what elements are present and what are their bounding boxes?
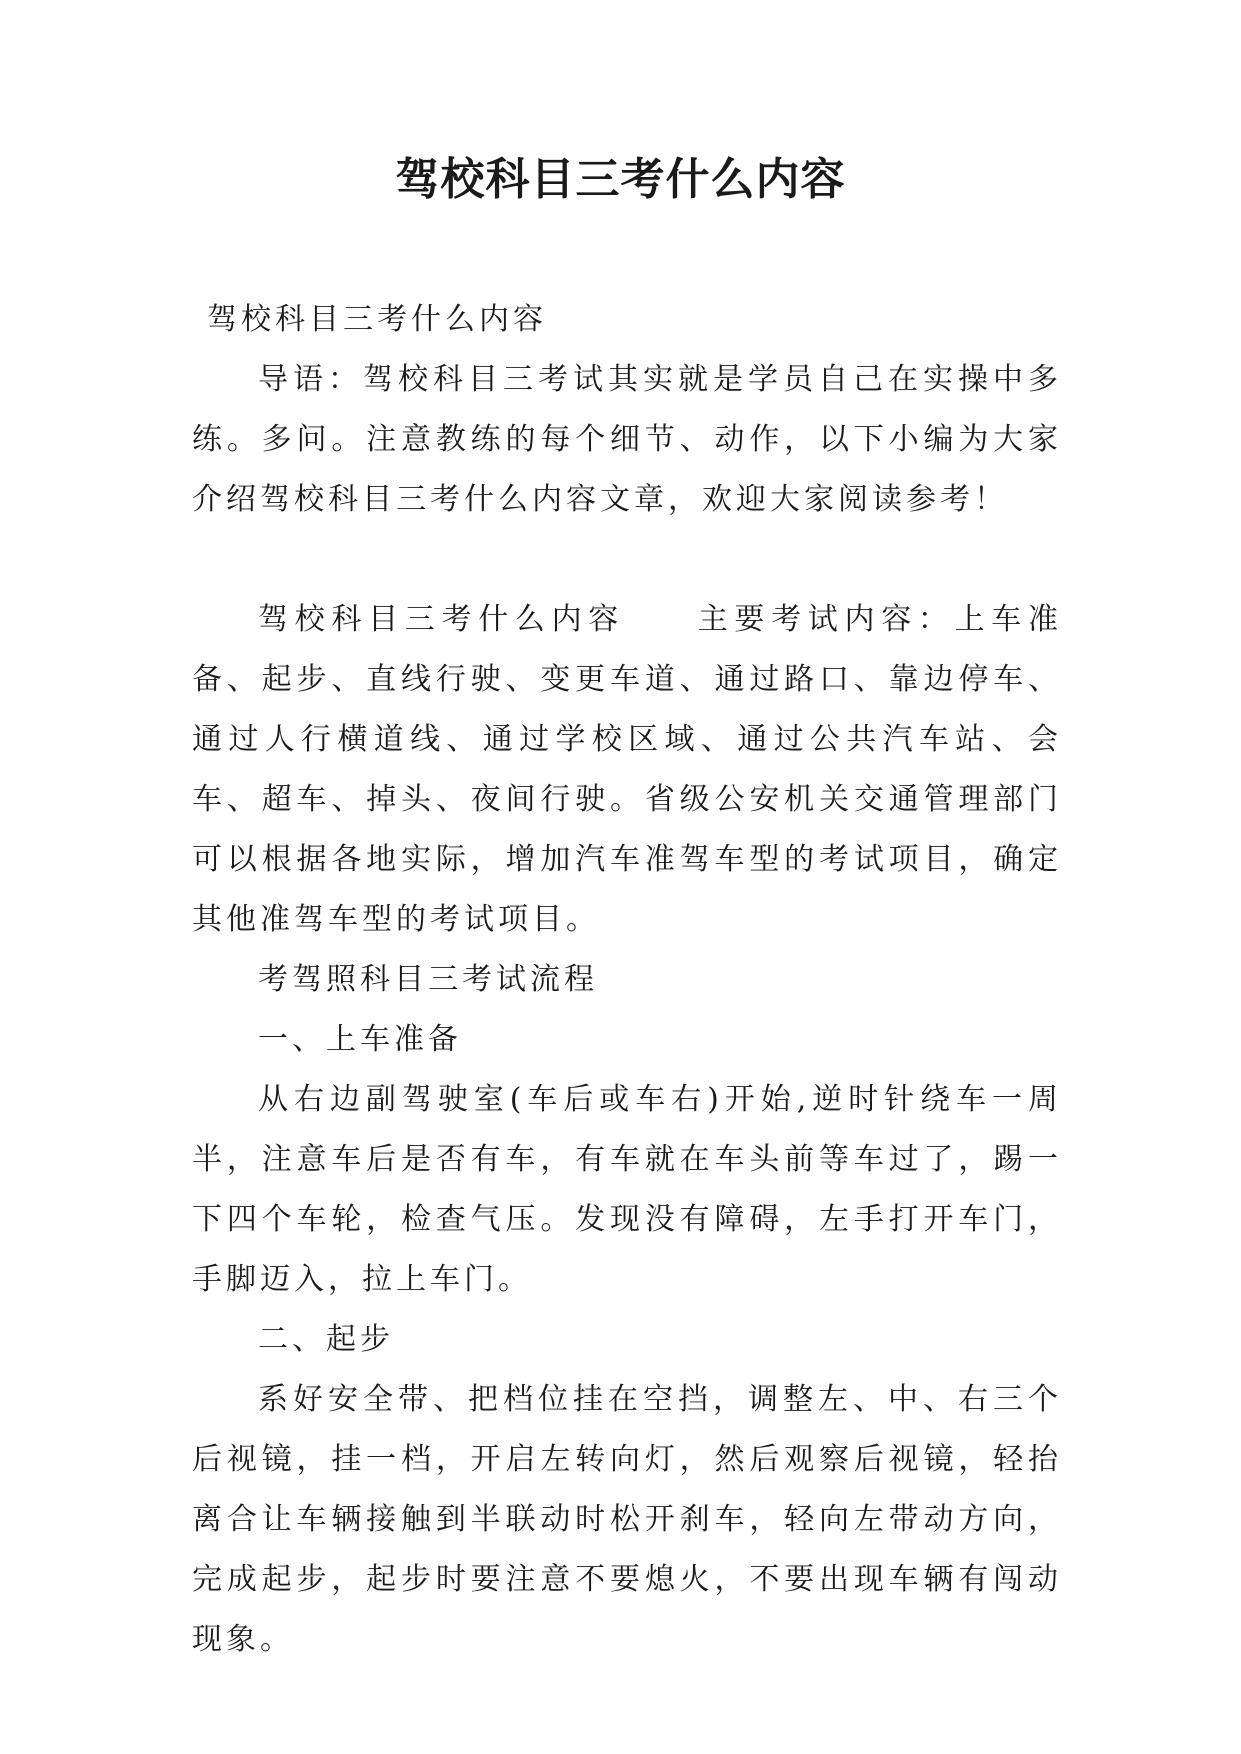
intro-paragraph: 导语：驾校科目三考试其实就是学员自己在实操中多练。多问。注意教练的每个细节、动作，以下小编为大家介绍驾校科目三考什么内容文章，欢迎大家阅读参考！ [192, 362, 1062, 517]
main-content-text: 主要考试内容：上车准备、起步、直线行驶、变更车道、通过路口、靠边停车、通过人行横道线、通过学校区域、通过公共汽车站、会车、超车、掉头、夜间行驶。省级公安机关交通管理部门可以根据各地实际，增加汽车准驾车型的考试项目，确定其他准驾车型的考试项目。 [192, 602, 1062, 937]
process-heading: 考驾照科目三考试流程 [258, 962, 598, 997]
document-subtitle: 驾校科目三考什么内容 [207, 302, 547, 337]
section2-heading: 二、起步 [258, 1322, 394, 1357]
section2-paragraph: 系好安全带、把档位挂在空挡，调整左、中、右三个后视镜，挂一档，开启左转向灯，然后观察后视镜，轻抬离合让车辆接触到半联动时松开刹车，轻向左带动方向，完成起步，起步时要注意不要熄火，不要出现车辆有闯动现象。 [192, 1382, 1062, 1657]
paragraph-spacer [192, 530, 1062, 590]
content-heading: 驾校科目三考什么内容 [258, 602, 625, 637]
content-paragraph [192, 590, 1062, 950]
document-title: 驾校科目三考什么内容 [395, 154, 846, 205]
section1-heading: 一、上车准备 [258, 1022, 462, 1057]
section1-paragraph: 从右边副驾驶室(车后或车右)开始,逆时针绕车一周半，注意车后是否有车，有车就在车头前等车过了，踢一下四个车轮，检查气压。发现没有障碍，左手打开车门，手脚迈入，拉上车门。 [192, 1082, 1062, 1297]
document-body [192, 290, 1062, 1670]
